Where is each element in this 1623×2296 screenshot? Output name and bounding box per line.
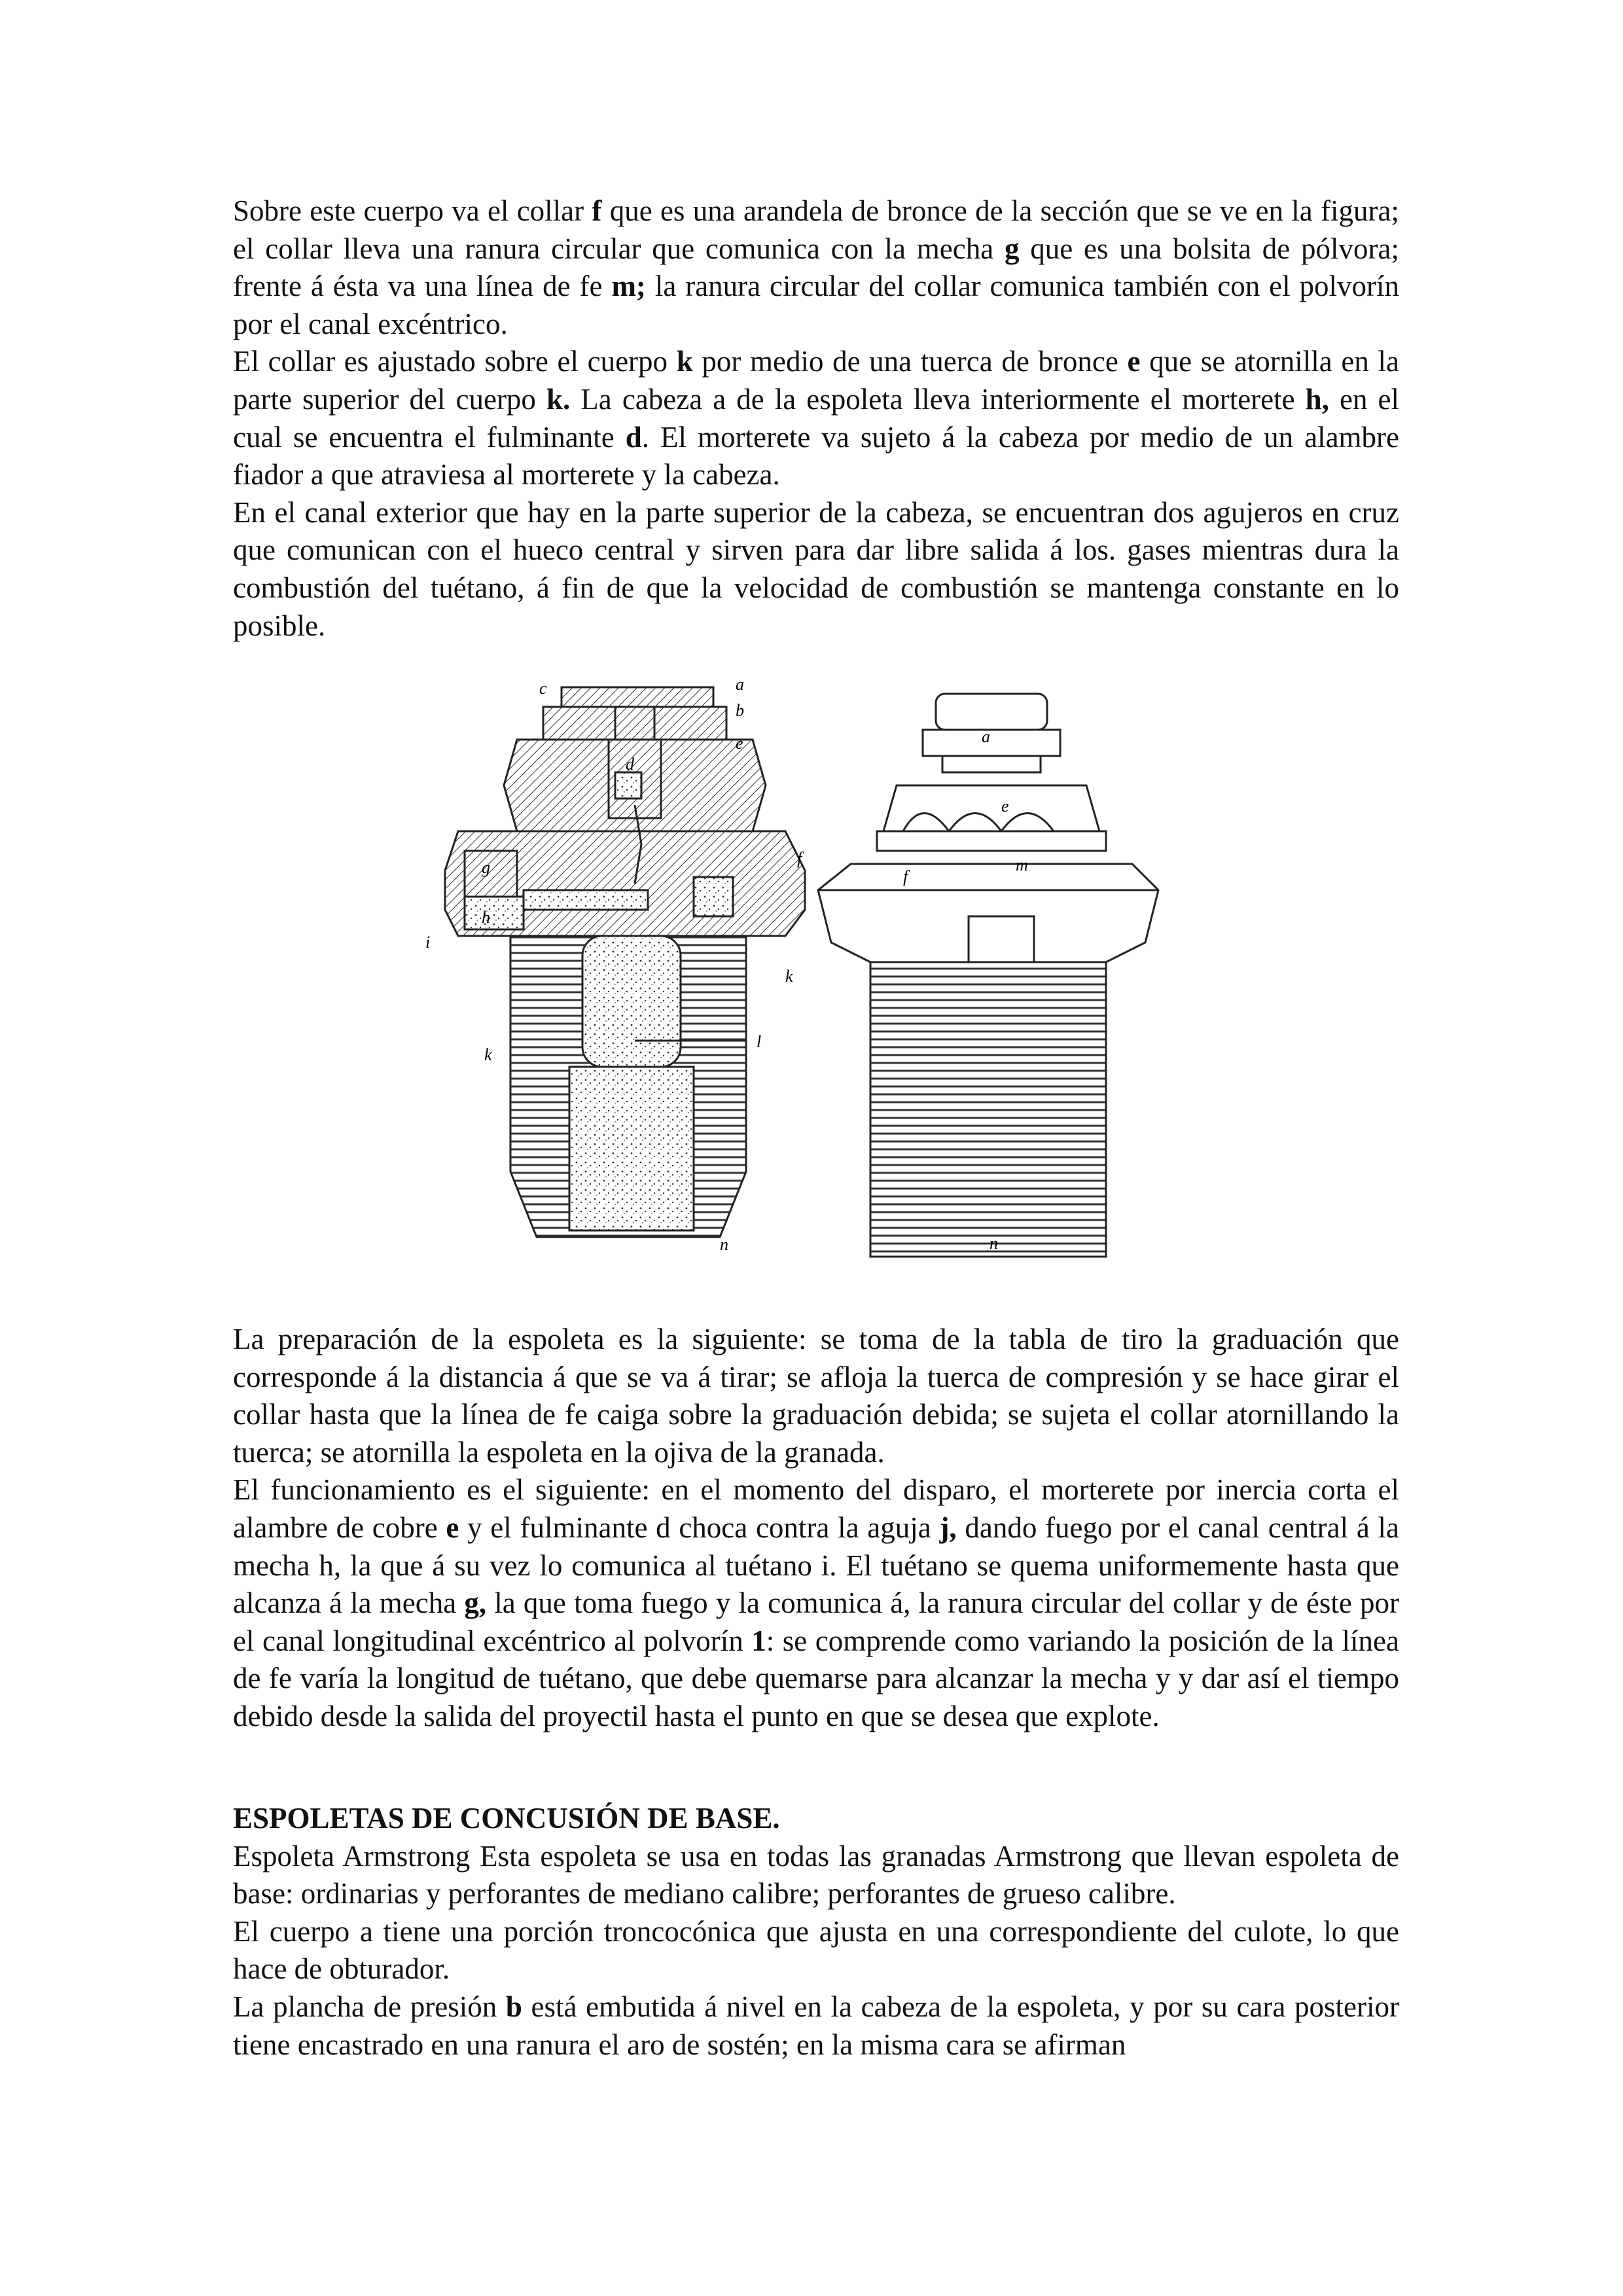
paragraph: En el canal exterior que hay en la parte superior de la cabeza, se encuentran dos agujeros en cruz que comunican con el hueco central y sirven para dar libre salida á los. gases mientras dura la combustión del tuétano, á fin de que la velocidad de combustión se mantenga constante en lo posible.: [233, 495, 1399, 642]
label-n: n: [720, 1235, 728, 1254]
exterior-label-a: a: [982, 727, 990, 746]
sectional-view: [445, 687, 805, 1237]
text-section-1: [233, 192, 1399, 645]
paragraph: La preparación de la espoleta es la siguiente: se toma de la tabla de tiro la graduación que corresponde á la distancia á que se va á tirar; se afloja la tuerca de compresión y se hace girar el collar hasta que la línea de fe caiga sobre la graduación debida; se sujeta el collar atornillando la tuerca; se atornilla la espoleta en la ojiva de la granada.: [233, 1323, 1399, 1469]
paragraph: El cuerpo a tiene una porción troncocónica que ajusta en una correspondiente del culote, lo que hace de obturador.: [233, 1914, 1399, 1986]
label-d: d: [626, 755, 634, 774]
fuze-drawing: [419, 674, 1191, 1276]
text-section-3: [233, 1800, 1399, 2064]
paragraph: Sobre este cuerpo va el collar f que es una arandela de bronce de la sección que se ve en la figura; el collar lleva una ranura circular que comunica con la mecha g que es una bolsita de pólvora; frente á ésta va una línea de fe m; la ranura circular del collar comunica también con el polvorín por el canal excéntrico.: [233, 194, 1399, 340]
section-heading: ESPOLETAS DE CONCUSIÓN DE BASE.: [233, 1802, 780, 1835]
label-c: c: [539, 679, 547, 698]
paragraph: El funcionamiento es el siguiente: en el momento del disparo, el morterete por inercia corta el alambre de cobre e y el fulminante d choca contra la aguja j, dando fuego por el canal central á la mecha h, la que á su vez lo comunica al tuétano i. El tuétano se quema uniformemente hasta que alcanza á la mecha g, la que toma fuego y la comunica á, la ranura circular del collar y de éste por el canal longitudinal excéntrico al polvorín 1: se comprende como variando la posición de la línea de fe varía la longitud de tuétano, que debe quemarse para alcanzar la mecha y y dar así el tiempo debido desde la salida del proyectil hasta el punto en que se desea que explote.: [233, 1473, 1400, 1732]
paragraph: El collar es ajustado sobre el cuerpo k por medio de una tuerca de bronce e que se atornilla en la parte superior del cuerpo k. La cabeza a de la espoleta lleva interiormente el morterete h, en el cual se encuentra el fulminante d. El morterete va sujeto á la cabeza por medio de un alambre fiador a que atraviesa al morterete y la cabeza.: [233, 345, 1400, 492]
exterior-label-m: m: [1016, 855, 1028, 874]
label-b: b: [736, 701, 744, 720]
label-k-right: k: [785, 967, 793, 986]
exterior-label-e: e: [1001, 797, 1009, 816]
exterior-label-n: n: [990, 1234, 998, 1253]
label-l: l: [757, 1032, 762, 1051]
paragraph: La plancha de presión b está embutida á nivel en la cabeza de la espoleta, y por su cara posterior tiene encastrado en una ranura el aro de sostén; en la misma cara se afirman: [233, 1990, 1399, 2061]
exterior-view: [818, 694, 1158, 1257]
label-e: e: [736, 734, 743, 753]
exterior-label-f: f: [903, 867, 908, 886]
text-section-2: [233, 1321, 1399, 1736]
label-i: i: [425, 933, 431, 952]
label-g: g: [482, 858, 490, 877]
label-k-left: k: [484, 1045, 492, 1064]
fuze-illustration: [419, 674, 1191, 1276]
label-f: f: [797, 849, 802, 868]
paragraph: Espoleta Armstrong Esta espoleta se usa en todas las granadas Armstrong que llevan espoleta de base: ordinarias y perforantes de mediano calibre; perforantes de grueso calibre.: [233, 1839, 1399, 1910]
label-h: h: [482, 908, 490, 927]
label-a: a: [736, 675, 744, 694]
